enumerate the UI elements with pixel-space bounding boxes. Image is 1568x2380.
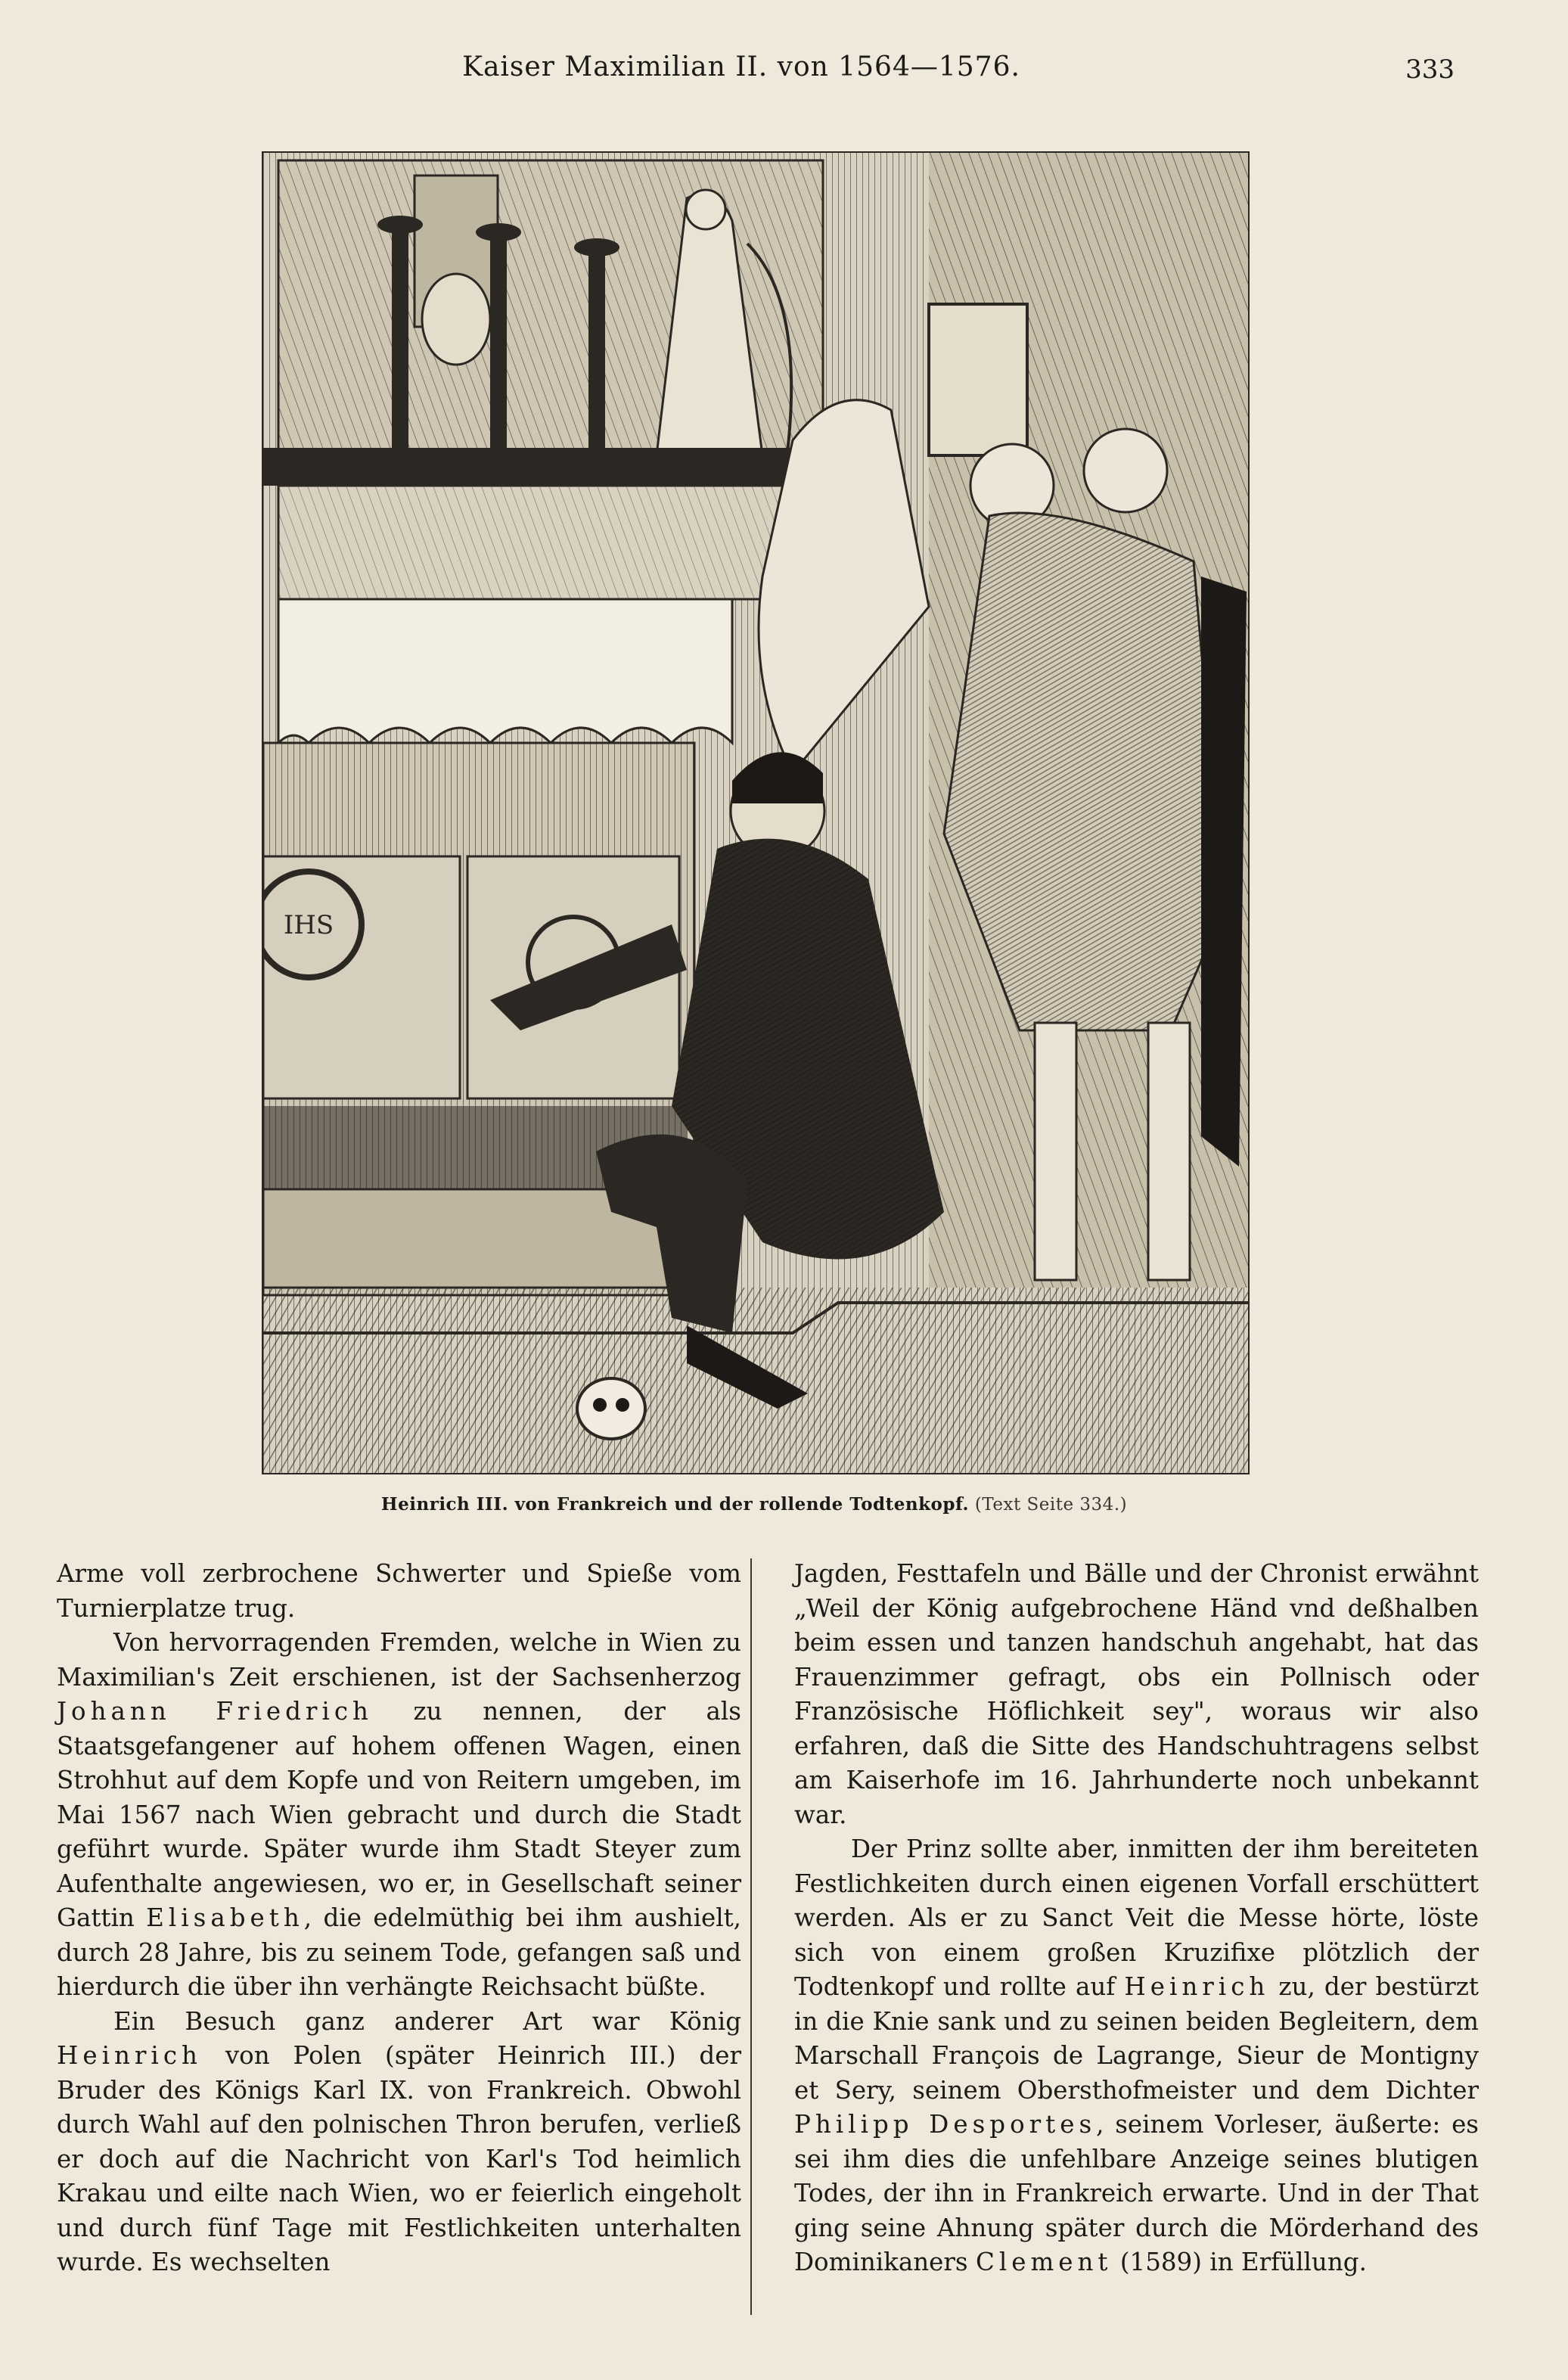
text-run: von Polen (später Heinrich III.) der Bruder des Königs Karl IX. von Frankreich. Obwohl durch Wahl auf den polnischen Thron berufen, verließ er doch auf die Nachricht von Karl's Tod heimlich Krakau und eilte nach Wien, wo er feierlich eingeholt und durch fünf Tage mit Festlichkeiten unterhalten wurde. Es wechselten <box>57 2041 741 2276</box>
text-run: , die edelmüthig bei ihm aushielt, durch 28 Jahre, bis zu seinem Tode, gefangen saß und hierdurch die über ihn verhängte Reichsacht büßte. <box>57 1903 741 2001</box>
right-text-column <box>794 1557 1479 2280</box>
text-run: (1589) in Erfüllung. <box>1112 2248 1367 2276</box>
engraving-illustration <box>262 151 1250 1474</box>
skull <box>577 1378 645 1439</box>
engraving-drawing <box>263 153 1248 1473</box>
running-title: Kaiser Maximilian II. von 1564—1576. <box>462 51 1020 82</box>
text-run: Von hervorragenden Fremden, welche in Wien zu Maximilian's Zeit erschienen, ist der Sachsenherzog <box>57 1628 741 1692</box>
altar-cloth <box>278 599 732 743</box>
illustration-caption <box>262 1494 1247 1515</box>
spaced-name: Johann Friedrich <box>57 1697 373 1726</box>
column-divider <box>750 1558 752 2315</box>
text-run: zu nennen, der als Staatsgefangener auf hohem offenen Wagen, einen Strohhut auf dem Kopfe und von Reitern umgeben, im Mai 1567 nach Wien gebracht und durch die Stadt geführt wurde. Später wurde ihm Stadt Steyer zum Aufenthalte angewiesen, wo er, in Gesellschaft seiner Gattin <box>57 1697 741 1932</box>
left-paragraph-2 <box>57 1626 741 2005</box>
left-paragraph-1: Arme voll zerbrochene Schwerter und Spieße vom Turnierplatze trug. <box>57 1559 741 1623</box>
spaced-name: Heinrich <box>57 2041 202 2070</box>
spaced-name: Heinrich <box>1124 1972 1270 2001</box>
right-paragraph-1: Jagden, Festtafeln und Bälle und der Chronist erwähnt „Weil der König aufgebrochene Händ vnd deßhalben beim essen und tanzen handschuh angehabt, hat das Frauenzimmer gefragt, obs ein Pollnisch oder Französische Höflichkeit sey", woraus wir also erfahren, daß die Sitte des Handschuhtragens selbst am Kaiserhofe im 16. Jahrhunderte noch unbekannt war. <box>794 1559 1479 1829</box>
ihs-monogram: IHS <box>283 910 334 940</box>
text-run: Der Prinz sollte aber, inmitten der ihm bereiteten Festlichkeiten durch einen eigenen Vorfall erschüttert werden. Als er zu Sanct Veit die Messe hörte, löste sich von einem großen Kruzifixe plötzlich der Todtenkopf und rollte auf <box>794 1835 1479 2001</box>
altar-retable <box>278 160 823 478</box>
text-run: Ein Besuch ganz anderer Art war König <box>113 2006 741 2036</box>
text-run: zu, der bestürzt in die Knie sank und zu seinen beiden Begleitern, dem Marschall François de Lagrange, Sieur de Montigny et Sery, seinem Obersthofmeister und dem Dichter <box>794 1972 1479 2105</box>
right-paragraph-2 <box>794 1832 1479 2280</box>
caption-text-reference: (Text Seite 334.) <box>974 1495 1128 1515</box>
running-head <box>0 51 1568 89</box>
spaced-name: Elisabeth <box>146 1903 304 1932</box>
left-paragraph-3 <box>57 2005 741 2280</box>
page-number: 333 <box>1405 54 1455 85</box>
text-run: , seinem Vorleser, äußerte: es sei ihm dies die unfehlbare Anzeige seines blutigen Todes, der ihn in Frankreich erwarte. Und in der That ging seine Ahnung später durch die Mörderhand des Dominikaners <box>794 2110 1479 2276</box>
spaced-name: Clement <box>975 2248 1113 2276</box>
altar-ledge <box>263 448 838 486</box>
spaced-name: Philipp Desportes <box>794 2110 1097 2139</box>
caption-title: Heinrich III. von Frankreich und der rollende Todtenkopf. <box>380 1494 970 1515</box>
left-text-column <box>57 1557 741 2280</box>
wall-icon <box>929 304 1027 455</box>
